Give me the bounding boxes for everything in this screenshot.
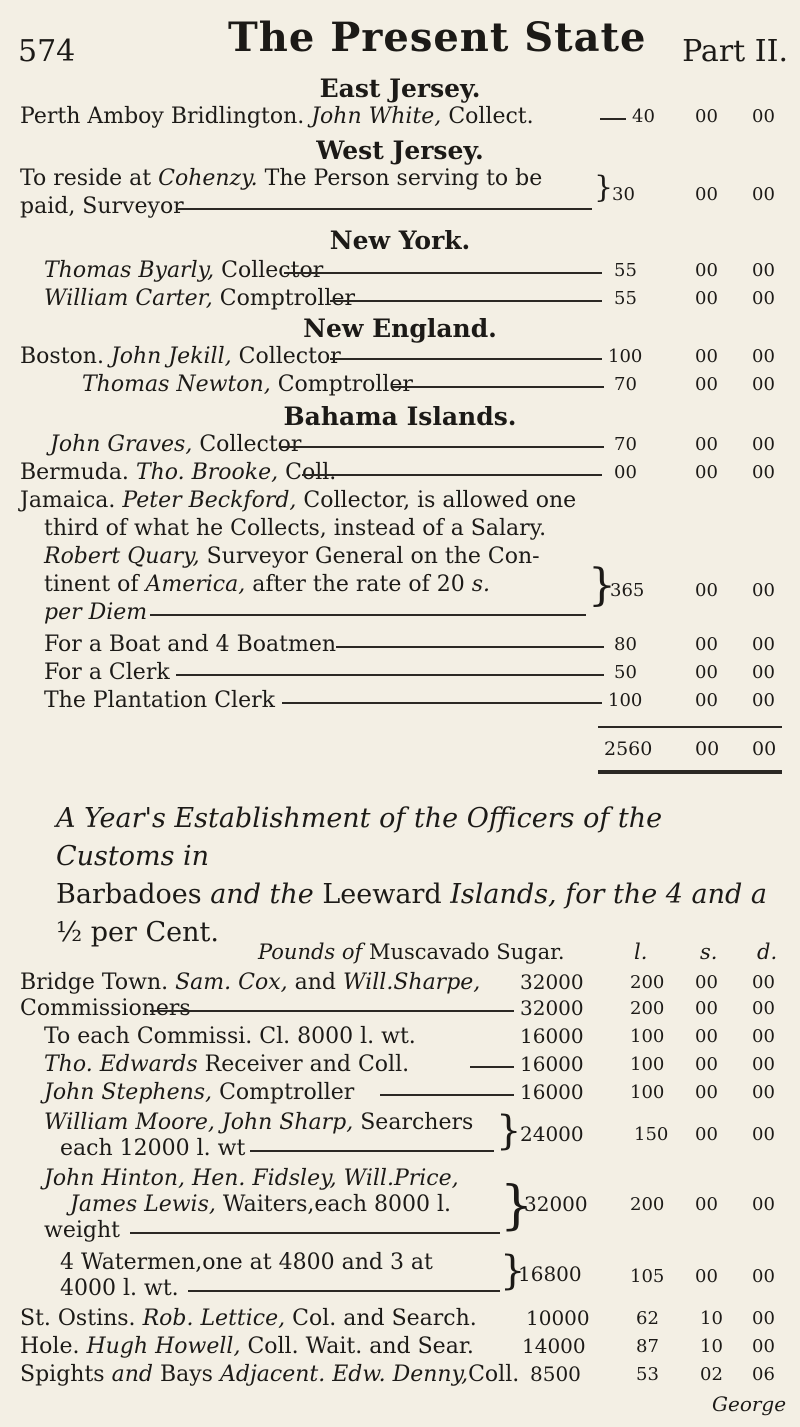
total-rule — [598, 770, 782, 774]
entry-text: paid, Surveyor — [20, 194, 184, 219]
entry-text: 4000 l. wt. — [60, 1276, 179, 1301]
pounds-value: 200 — [630, 998, 665, 1019]
brace: } — [594, 170, 614, 205]
sugar-value: 32000 — [520, 970, 584, 994]
leader-line — [600, 118, 626, 120]
leader-line — [470, 1066, 514, 1068]
pounds-value: 62 — [636, 1308, 659, 1329]
pence-value: 00 — [752, 434, 775, 455]
pence-value: 00 — [752, 1266, 775, 1287]
shillings-value: 00 — [695, 690, 718, 711]
entry-text: Thomas Newton, Comptroller — [82, 372, 413, 397]
pence-value: 00 — [752, 662, 775, 683]
page-number: 574 — [18, 34, 76, 69]
shillings-value: 10 — [700, 1336, 723, 1357]
shillings-value: 00 — [695, 1194, 718, 1215]
entry-text: weight — [44, 1218, 120, 1243]
pounds-value: 105 — [630, 1266, 665, 1287]
pounds-value: 53 — [636, 1364, 659, 1385]
pence-value: 00 — [752, 1026, 775, 1047]
sugar-value: 8500 — [530, 1362, 581, 1386]
brace: } — [500, 1248, 526, 1294]
entry-text: Thomas Byarly, Collector — [44, 258, 324, 283]
shillings-value: 00 — [695, 260, 718, 281]
entry-text: William Carter, Comptroller — [44, 286, 355, 311]
pence-value: 00 — [752, 580, 775, 601]
leader-line — [330, 300, 602, 302]
shillings-value: 00 — [695, 580, 718, 601]
entry-text: tinent of America, after the rate of 20 s. — [44, 572, 491, 597]
brace: } — [500, 1176, 534, 1236]
pence-value: 00 — [752, 1054, 775, 1075]
leader-line — [336, 646, 604, 648]
pounds-value: 00 — [614, 462, 637, 483]
shillings-value: 00 — [695, 1054, 718, 1075]
shillings-value: 00 — [695, 106, 718, 127]
leader-line — [302, 474, 602, 476]
pounds-value: 100 — [630, 1054, 665, 1075]
total-pounds: 2560 — [604, 738, 653, 760]
pence-value: 00 — [752, 184, 775, 205]
shillings-value: 00 — [695, 998, 718, 1019]
shillings-value: 00 — [695, 1082, 718, 1103]
entry-text: Commissioners — [20, 996, 191, 1021]
sugar-value: 16000 — [520, 1024, 584, 1048]
shillings-value: 00 — [695, 634, 718, 655]
running-title: The Present State — [228, 14, 647, 61]
pounds-value: 150 — [634, 1124, 669, 1145]
pence-value: 00 — [752, 690, 775, 711]
pounds-value: 80 — [614, 634, 637, 655]
leader-line — [130, 1232, 500, 1234]
pounds-value: 87 — [636, 1336, 659, 1357]
entry-text: St. Ostins. Rob. Lettice, Col. and Search. — [20, 1306, 477, 1331]
part-label: Part II. — [682, 34, 788, 69]
total-shillings: 00 — [695, 738, 720, 760]
pounds-value: 30 — [612, 184, 635, 205]
pence-value: 00 — [752, 106, 775, 127]
leader-line — [178, 208, 592, 210]
entry-text: John Hinton, Hen. Fidsley, Will.Price, — [44, 1166, 459, 1191]
pounds-value: 55 — [614, 260, 637, 281]
entry-text: 4 Watermen,one at 4800 and 3 at — [60, 1250, 433, 1275]
pence-value: 00 — [752, 998, 775, 1019]
shillings-value: 00 — [695, 462, 718, 483]
pounds-value: 50 — [614, 662, 637, 683]
pence-value: 00 — [752, 1308, 775, 1329]
pence-value: 00 — [752, 1336, 775, 1357]
section-heading: A Year's Establishment of the Officers of the Customs in Barbadoes and the Leeward Islands, for the 4 and a ½ per Cent. — [56, 803, 767, 948]
leader-line — [176, 674, 604, 676]
pence-value: 00 — [752, 1194, 775, 1215]
pence-value: 00 — [752, 260, 775, 281]
pence-value: 06 — [752, 1364, 775, 1385]
sugar-value: 14000 — [522, 1334, 586, 1358]
pounds-value: 100 — [630, 1026, 665, 1047]
entry-text: Hole. Hugh Howell, Coll. Wait. and Sear. — [20, 1334, 474, 1359]
entry-text: Perth Amboy Bridlington. John White, Collect. — [20, 104, 534, 129]
sugar-value: 24000 — [520, 1122, 584, 1146]
leader-line — [150, 614, 586, 616]
sugar-value: 16000 — [520, 1080, 584, 1104]
leader-line — [284, 272, 602, 274]
pence-value: 00 — [752, 1082, 775, 1103]
shillings-value: 10 — [700, 1308, 723, 1329]
colony-heading: West Jersey. — [316, 136, 484, 165]
shillings-value: 02 — [700, 1364, 723, 1385]
entry-text: William Moore, John Sharp, Searchers — [44, 1110, 474, 1135]
entry-text: The Plantation Clerk — [44, 688, 275, 713]
leader-line — [150, 1010, 514, 1012]
total-pence: 00 — [752, 738, 777, 760]
pounds-value: 70 — [614, 374, 637, 395]
pounds-value: 100 — [630, 1082, 665, 1103]
catchword: George — [712, 1392, 787, 1416]
sugar-value: 16800 — [518, 1262, 582, 1286]
shillings-value: 00 — [695, 374, 718, 395]
pence-value: 00 — [752, 374, 775, 395]
entry-text: Bridge Town. Sam. Cox, and Will.Sharpe, — [20, 970, 481, 995]
pence-value: 00 — [752, 1124, 775, 1145]
pence-value: 00 — [752, 634, 775, 655]
entry-text: Robert Quary, Surveyor General on the Con- — [44, 544, 540, 569]
colony-heading: East Jersey. — [319, 74, 481, 103]
shillings-value: 00 — [695, 288, 718, 309]
pounds-value: 40 — [632, 106, 655, 127]
sugar-value: 16000 — [520, 1052, 584, 1076]
pence-value: 00 — [752, 462, 775, 483]
entry-text: per Diem — [44, 600, 148, 625]
column-header: Pounds of Muscavado Sugar. — [258, 940, 565, 964]
pence-value: 00 — [752, 288, 775, 309]
pounds-value: 200 — [630, 972, 665, 993]
pounds-value: 200 — [630, 1194, 665, 1215]
entry-text: For a Boat and 4 Boatmen — [44, 632, 337, 657]
entry-text: Bermuda. Tho. Brooke, Coll. — [20, 460, 337, 485]
entry-text: third of what he Collects, instead of a Salary. — [44, 516, 547, 541]
entry-text: For a Clerk — [44, 660, 170, 685]
pence-value: 00 — [752, 346, 775, 367]
shillings-value: 00 — [695, 346, 718, 367]
pounds-value: 100 — [608, 346, 643, 367]
sum-rule — [598, 726, 782, 728]
entry-text: John Graves, Collector — [50, 432, 302, 457]
shillings-value: 00 — [695, 1124, 718, 1145]
column-header-shillings: s. — [700, 940, 718, 964]
shillings-value: 00 — [695, 1266, 718, 1287]
entry-text: Tho. Edwards Receiver and Coll. — [44, 1052, 410, 1077]
leader-line — [280, 446, 604, 448]
colony-heading: New York. — [329, 226, 471, 255]
leader-line — [380, 1094, 514, 1096]
entry-text: To each Commissi. Cl. 8000 l. wt. — [44, 1024, 416, 1049]
colony-heading: Bahama Islands. — [283, 402, 517, 431]
entry-text: each 12000 l. wt — [60, 1136, 246, 1161]
column-header-pence: d. — [757, 940, 778, 964]
entry-text: Boston. John Jekill, Collector — [20, 344, 341, 369]
sugar-value: 32000 — [524, 1192, 588, 1216]
pounds-value: 70 — [614, 434, 637, 455]
pence-value: 00 — [752, 972, 775, 993]
entry-text: James Lewis, Waiters,each 8000 l. — [70, 1192, 452, 1217]
entry-text: To reside at Cohenzy. The Person serving to be — [20, 166, 543, 191]
leader-line — [250, 1150, 494, 1152]
brace: } — [588, 560, 616, 611]
shillings-value: 00 — [695, 434, 718, 455]
shillings-value: 00 — [695, 1026, 718, 1047]
entry-text: Jamaica. Peter Beckford, Collector, is allowed one — [20, 488, 577, 513]
shillings-value: 00 — [695, 662, 718, 683]
running-header — [18, 14, 788, 74]
pounds-value: 100 — [608, 690, 643, 711]
pounds-value: 365 — [610, 580, 645, 601]
leader-line — [330, 358, 602, 360]
entry-text: Spights and Bays Adjacent. Edw. Denny,Coll. — [20, 1362, 520, 1387]
leader-line — [188, 1290, 500, 1292]
leader-line — [392, 386, 604, 388]
pounds-value: 55 — [614, 288, 637, 309]
entry-text: John Stephens, Comptroller — [44, 1080, 355, 1105]
column-header-pounds: l. — [634, 940, 648, 964]
shillings-value: 00 — [695, 184, 718, 205]
sugar-value: 32000 — [520, 996, 584, 1020]
sugar-value: 10000 — [526, 1306, 590, 1330]
colony-heading: New England. — [303, 314, 497, 343]
brace: } — [496, 1108, 522, 1154]
shillings-value: 00 — [695, 972, 718, 993]
leader-line — [282, 702, 602, 704]
